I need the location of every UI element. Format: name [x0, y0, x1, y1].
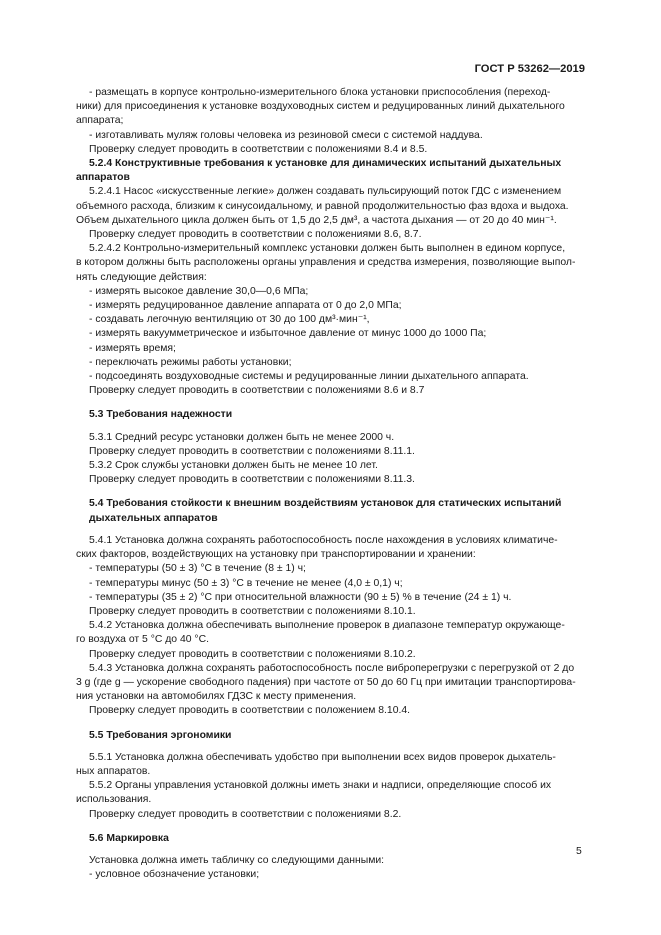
text-line: 5.3.2 Срок службы установки должен быть не менее 10 лет. [89, 460, 378, 472]
text-line: ских факторов, воздействующих на установку при транспортировании и хранении: [76, 549, 476, 561]
text-line: ных аппаратов. [76, 765, 151, 777]
text-line: аппарата; [76, 115, 124, 127]
text-line: - измерять высокое давление 30,0—0,6 МПа; [89, 285, 309, 297]
text-line: 5.5 Требования эргономики [89, 729, 232, 741]
text-line: - температуры (35 ± 2) °С при относительной влажности (90 ± 5) % в течение (24 ± 1) ч. [89, 591, 512, 603]
text-line: в котором должны быть расположены органы управления и средства измерения, позволяющие выпол- [76, 257, 576, 269]
text-line: использования. [76, 794, 152, 806]
text-line: 5.4.2 Установка должна обеспечивать выполнение проверок в диапазоне температур окружающе- [89, 620, 565, 632]
text-line: Проверку следует проводить в соответствии с положениями 8.2. [89, 808, 402, 820]
text-line: Проверку следует проводить в соответствии с положениями 8.10.1. [89, 605, 416, 617]
text-line: - температуры минус (50 ± 3) °С в течение не менее (4,0 ± 0,1) ч; [89, 577, 403, 589]
text-line: Проверку следует проводить в соответствии с положениями 8.4 и 8.5. [89, 143, 428, 155]
text-line: 5.3.1 Средний ресурс установки должен быть не менее 2000 ч. [89, 431, 395, 443]
text-line: Проверку следует проводить в соответствии с положениями 8.11.3. [89, 474, 415, 486]
text-line: 5.2.4 Конструктивные требования к установке для динамических испытаний дыхательных [89, 158, 562, 170]
text-line: Объем дыхательного цикла должен быть от 1,5 до 2,5 дм³, а частота дыхания — от 20 до 40 мин⁻¹. [76, 214, 557, 226]
text-line: го воздуха от 5 °С до 40 °С. [76, 634, 209, 646]
text-line: объемного расхода, близким к синусоидальному, и равной продолжительностью фаз вдоха и выдоха. [76, 200, 569, 212]
text-line: 5.4.1 Установка должна сохранять работоспособность после нахождения в условиях климатиче- [89, 534, 558, 546]
text-line: - изготавливать муляж головы человека из резиновой смеси с системой наддува. [89, 129, 483, 141]
text-line: - температуры (50 ± 3) °С в течение (8 ± 1) ч; [89, 563, 306, 575]
text-line: 5.6 Маркировка [89, 832, 169, 844]
text-line: Проверку следует проводить в соответствии с положениями 8.10.2. [89, 648, 416, 660]
text-line: 5.4.3 Установка должна сохранять работоспособность после виброперегрузки с перегрузкой от 2 до [89, 662, 575, 674]
text-line: 5.5.2 Органы управления установкой должны иметь знаки и надписи, определяющие способ их [89, 780, 552, 792]
text-line: - переключать режимы работы установки; [89, 356, 292, 368]
document-code: ГОСТ Р 53262—2019 [474, 63, 585, 75]
text-line: 5.2.4.2 Контрольно-измерительный комплекс установки должен быть выполнен в едином корпусе, [89, 243, 566, 255]
text-line: 5.3 Требования надежности [89, 409, 233, 421]
text-line: нять следующие действия: [76, 271, 207, 283]
text-line: Проверку следует проводить в соответствии с положениями 8.6 и 8.7 [89, 385, 425, 397]
text-line: 5.4 Требования стойкости к внешним воздействиям установок для статических испытаний [89, 498, 562, 510]
text-line: Проверку следует проводить в соответствии с положением 8.10.4. [89, 705, 411, 717]
text-line: Проверку следует проводить в соответствии с положениями 8.11.1. [89, 445, 415, 457]
text-line: - измерять редуцированное давление аппарата от 0 до 2,0 МПа; [89, 300, 402, 312]
document-body [76, 86, 584, 882]
text-line: 3 g (где g — ускорение свободного падения) при частоте от 50 до 60 Гц при имитации транспортирова- [76, 676, 576, 688]
text-line: - размещать в корпусе контрольно-измерительного блока установки приспособления (переход- [89, 87, 551, 98]
text-line: ния установки на автомобилях ГДЗС к месту применения. [76, 691, 357, 703]
text-line: 5.2.4.1 Насос «искусственные легкие» должен создавать пульсирующий поток ГДС с изменением [89, 186, 562, 198]
text-line: - создавать легочную вентиляцию от 30 до 100 дм³·мин⁻¹, [89, 314, 370, 326]
text-line: Проверку следует проводить в соответствии с положениями 8.6, 8.7. [89, 229, 422, 241]
text-line: аппаратов [76, 172, 130, 184]
text-line: ники) для присоединения к установке воздуховодных систем и редуцированных линий дыхательного [76, 101, 565, 113]
text-line: 5.5.1 Установка должна обеспечивать удобство при выполнении всех видов проверок дыхатель- [89, 751, 556, 763]
text-line: - подсоединять воздуховодные системы и редуцированные линии дыхательного аппарата. [89, 371, 529, 383]
text-line: - измерять время; [89, 342, 176, 354]
text-line: - измерять вакуумметрическое и избыточное давление от минус 1000 до 1000 Па; [89, 328, 487, 340]
text-line: Установка должна иметь табличку со следующими данными: [89, 854, 385, 866]
text-line: - условное обозначение установки; [89, 869, 260, 881]
page-number: 5 [576, 846, 582, 857]
text-line: дыхательных аппаратов [89, 512, 218, 524]
